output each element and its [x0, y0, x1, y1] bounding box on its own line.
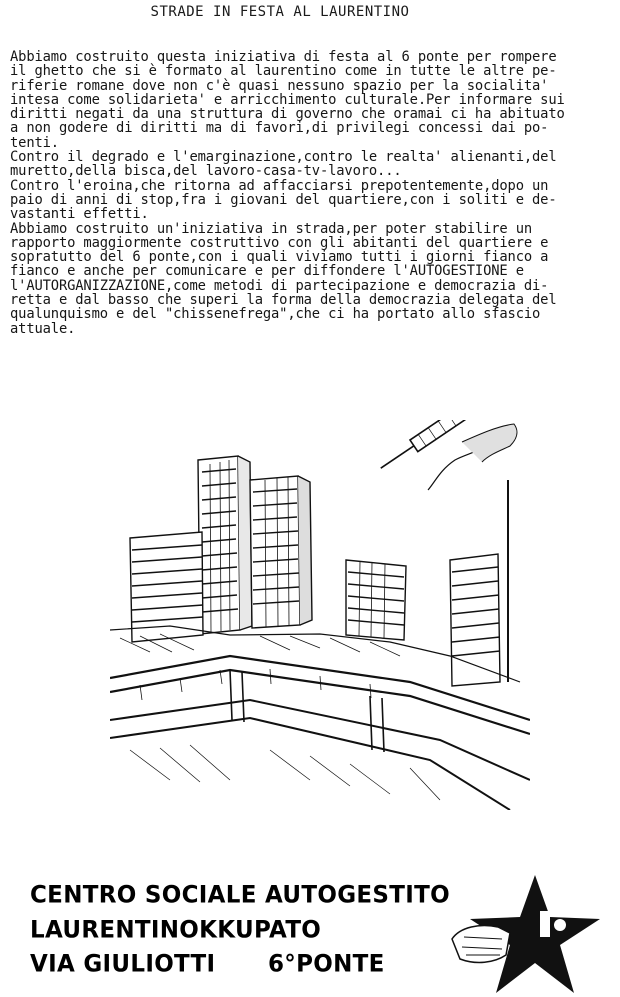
footer-org-name: CENTRO SOCIALE AUTOGESTITO [30, 881, 450, 909]
text-line: retta e dal basso che superi la forma della democrazia delegata del [10, 292, 557, 309]
text-line: diritti negati da una struttura di governo che oramai ci ha abituato [10, 106, 565, 123]
text-line: attuale. [10, 320, 76, 337]
text-line: intesa come solidarieta' e arricchimento culturale.Per informare sui [10, 91, 565, 108]
text-line: fianco e anche per comunicare e per diffondere l'AUTOGESTIONE e [10, 263, 524, 280]
footer-location: 6°PONTE [268, 950, 385, 978]
text-line: Abbiamo costruito questa iniziativa di festa al 6 ponte per rompere [10, 49, 557, 65]
text-line: l'AUTORGANIZZAZIONE,come metodi di partecipazione e democrazia di- [10, 277, 549, 294]
text-line: sopratutto del 6 ponte,con i quali viviamo tutti i giorni fianco a [10, 249, 549, 266]
text-line: riferie romane dove non c'è quasi nessuno spazio per la socialita' [10, 77, 549, 94]
text-line: Abbiamo costruito un'iniziativa in strada,per poter stabilire un [10, 220, 533, 237]
text-line: tenti. [10, 134, 59, 151]
footer-address: VIA GIULIOTTI [30, 950, 216, 978]
text-line: paio di anni di stop,fra i giovani del quartiere,con i soliti e de- [10, 191, 557, 208]
text-line: a non godere di diritti ma di favori,di privilegi concessi dai po- [10, 120, 549, 137]
text-line: muretto,della bisca,del lavoro-casa-tv-lavoro... [10, 163, 402, 180]
neighborhood-illustration [110, 420, 530, 810]
star-fist-logo [440, 875, 610, 995]
text-line: vastanti effetti. [10, 206, 149, 223]
text-line: Contro il degrado e l'emarginazione,contro le realta' alienanti,del [10, 149, 557, 166]
text-line: Contro l'eroina,che ritorna ad affacciarsi prepotentemente,dopo un [10, 177, 549, 194]
text-line: il ghetto che si è formato al laurentino come in tutte le altre pe- [10, 63, 557, 80]
text-line: qualunquismo e del "chissenefrega",che ci ha portato allo sfascio [10, 306, 541, 323]
text-line: rapporto maggiormente costruttivo con gli abitanti del quartiere e [10, 234, 549, 251]
flyer-title: STRADE IN FESTA AL LAURENTINO [150, 4, 410, 20]
footer-org-subname: LAURENTINOKKUPATO [30, 916, 322, 944]
manifesto-text [10, 50, 614, 336]
